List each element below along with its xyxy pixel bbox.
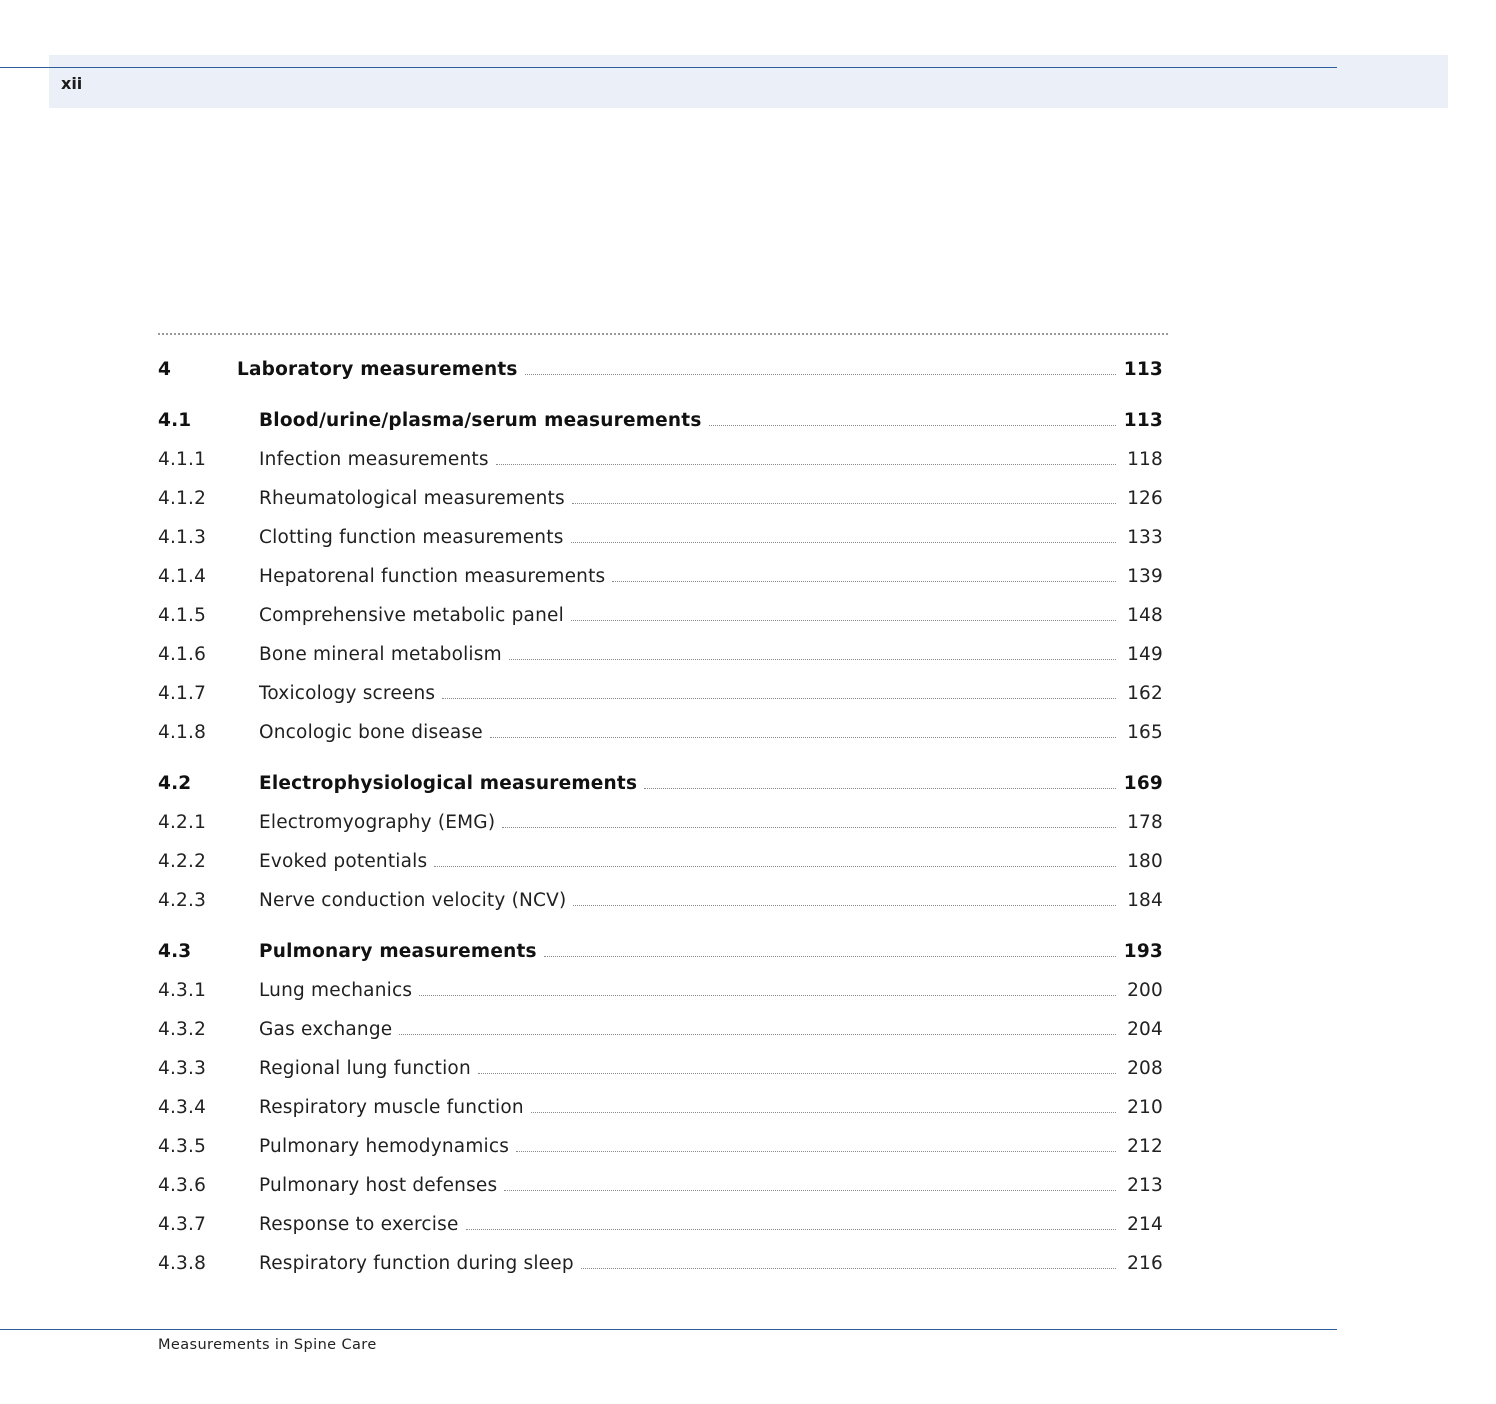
toc-entry-number: 4.1.4 [158,566,207,587]
toc-entry-page: 169 [1123,773,1163,794]
toc-entry[interactable] [158,769,1168,808]
toc-top-dotted-rule [158,333,1168,335]
toc-entry-title: Toxicology screens [259,683,436,704]
toc-entry-page: 204 [1127,1019,1163,1040]
page-number: xii [61,74,83,93]
toc-entry-number: 4.2.1 [158,812,207,833]
toc-entry-page: 113 [1123,410,1163,431]
toc-dot-leader [612,580,1116,582]
toc-entry-title: Comprehensive metabolic panel [259,605,564,626]
toc-entry[interactable] [158,847,1168,886]
toc-entry[interactable] [158,523,1168,562]
toc-entry[interactable] [158,718,1168,757]
toc-entry-number: 4.3.8 [158,1253,207,1274]
toc-entry-title: Pulmonary hemodynamics [259,1136,510,1157]
toc-entry[interactable] [158,1015,1168,1054]
toc-entry-number: 4.3.3 [158,1058,207,1079]
header-band [49,55,1448,108]
toc-entry[interactable] [158,601,1168,640]
toc-entry-title: Evoked potentials [259,851,428,872]
toc-dot-leader [504,1189,1116,1191]
toc-entry-title: Clotting function measurements [259,527,564,548]
toc-entry-page: 213 [1127,1175,1163,1196]
toc-dot-leader [572,502,1116,504]
toc-entry-title: Response to exercise [259,1214,459,1235]
toc-dot-leader [466,1228,1116,1230]
header-rule [0,67,1337,68]
toc-entry-page: 210 [1127,1097,1163,1118]
toc-entry-title: Electrophysiological measurements [259,773,638,794]
toc-entry[interactable] [158,808,1168,847]
toc-dot-leader [399,1033,1116,1035]
toc-entry-page: 178 [1127,812,1163,833]
toc-dot-leader [509,658,1116,660]
toc-entry-number: 4.1.6 [158,644,207,665]
toc-entry[interactable] [158,1132,1168,1171]
toc-entry[interactable] [158,937,1168,976]
toc-entry-title: Rheumatological measurements [259,488,565,509]
toc-entry-title: Respiratory muscle function [259,1097,524,1118]
toc-entry-number: 4.3.6 [158,1175,207,1196]
toc-entry-number: 4.1.1 [158,449,207,470]
toc-entry-number: 4.2.2 [158,851,207,872]
toc-entry-number: 4.3.4 [158,1097,207,1118]
toc-entry-title: Lung mechanics [259,980,413,1001]
toc-entry-page: 148 [1127,605,1163,626]
toc-entry[interactable] [158,445,1168,484]
toc-entry-title: Bone mineral metabolism [259,644,502,665]
toc-entry-number: 4.2 [158,773,192,794]
toc-entry-title: Respiratory function during sleep [259,1253,574,1274]
toc-dot-leader [709,424,1116,426]
toc-dot-leader [525,373,1116,375]
toc-entry-page: 212 [1127,1136,1163,1157]
toc-entry[interactable] [158,1210,1168,1249]
toc-entry[interactable] [158,484,1168,523]
toc-entry-page: 118 [1127,449,1163,470]
toc-entry-number: 4.1.5 [158,605,207,626]
toc-entry-title: Regional lung function [259,1058,471,1079]
toc-entry-number: 4.3.2 [158,1019,207,1040]
toc-entry-page: 180 [1127,851,1163,872]
toc-dot-leader [571,541,1116,543]
toc-entry-title: Nerve conduction velocity (NCV) [259,890,567,911]
toc-dot-leader [516,1150,1116,1152]
toc-entry[interactable] [158,886,1168,925]
toc-dot-leader [442,697,1116,699]
toc-dot-leader [478,1072,1116,1074]
toc-entry-page: 208 [1127,1058,1163,1079]
toc-entry-title: Infection measurements [259,449,489,470]
toc-entry-title: Gas exchange [259,1019,393,1040]
toc-entry-number: 4.1.2 [158,488,207,509]
toc-entry-number: 4.2.3 [158,890,207,911]
toc-entry-title: Blood/urine/plasma/serum measurements [259,410,702,431]
toc-entry[interactable] [158,1093,1168,1132]
toc-entry[interactable] [158,976,1168,1015]
toc-entry-title: Hepatorenal function measurements [259,566,606,587]
toc-entry-number: 4 [158,359,172,380]
toc-dot-leader [434,865,1116,867]
toc-entry-page: 113 [1123,359,1163,380]
toc-dot-leader [581,1267,1116,1269]
toc-entry-number: 4.1.7 [158,683,207,704]
toc-entry-number: 4.3.1 [158,980,207,1001]
toc-entry-page: 149 [1127,644,1163,665]
toc-entry-title: Pulmonary host defenses [259,1175,498,1196]
toc-entry-page: 162 [1127,683,1163,704]
toc-entry-page: 126 [1127,488,1163,509]
toc-entry[interactable] [158,355,1168,394]
toc-entry[interactable] [158,406,1168,445]
toc-entry-page: 133 [1127,527,1163,548]
toc-dot-leader [496,463,1116,465]
toc-entry[interactable] [158,562,1168,601]
toc-entry-number: 4.1.3 [158,527,207,548]
toc-entry-number: 4.3 [158,941,192,962]
toc-dot-leader [490,736,1116,738]
table-of-contents [158,333,1168,1288]
toc-dot-leader [571,619,1116,621]
toc-dot-leader [573,904,1116,906]
toc-entry[interactable] [158,640,1168,679]
toc-entry-page: 216 [1127,1253,1163,1274]
toc-entry-page: 214 [1127,1214,1163,1235]
toc-dot-leader [502,826,1116,828]
toc-entry-page: 193 [1123,941,1163,962]
toc-entry-page: 200 [1127,980,1163,1001]
footer-book-title: Measurements in Spine Care [158,1337,377,1353]
toc-entry-title: Oncologic bone disease [259,722,483,743]
toc-entry-page: 139 [1127,566,1163,587]
toc-entry-number: 4.3.7 [158,1214,207,1235]
toc-entry[interactable] [158,1249,1168,1288]
toc-entry-number: 4.1.8 [158,722,207,743]
toc-entry[interactable] [158,1054,1168,1093]
toc-entry-page: 184 [1127,890,1163,911]
toc-entry-number: 4.3.5 [158,1136,207,1157]
toc-entry-title: Electromyography (EMG) [259,812,496,833]
toc-dot-leader [531,1111,1116,1113]
toc-dot-leader [419,994,1116,996]
toc-entry-page: 165 [1127,722,1163,743]
toc-entry-title: Pulmonary measurements [259,941,537,962]
toc-dot-leader [544,955,1116,957]
toc-entry[interactable] [158,679,1168,718]
toc-entry-title: Laboratory measurements [237,359,518,380]
toc-entry-number: 4.1 [158,410,192,431]
toc-entries [158,355,1168,1288]
toc-dot-leader [644,787,1116,789]
toc-entry[interactable] [158,1171,1168,1210]
footer-rule [0,1329,1337,1330]
